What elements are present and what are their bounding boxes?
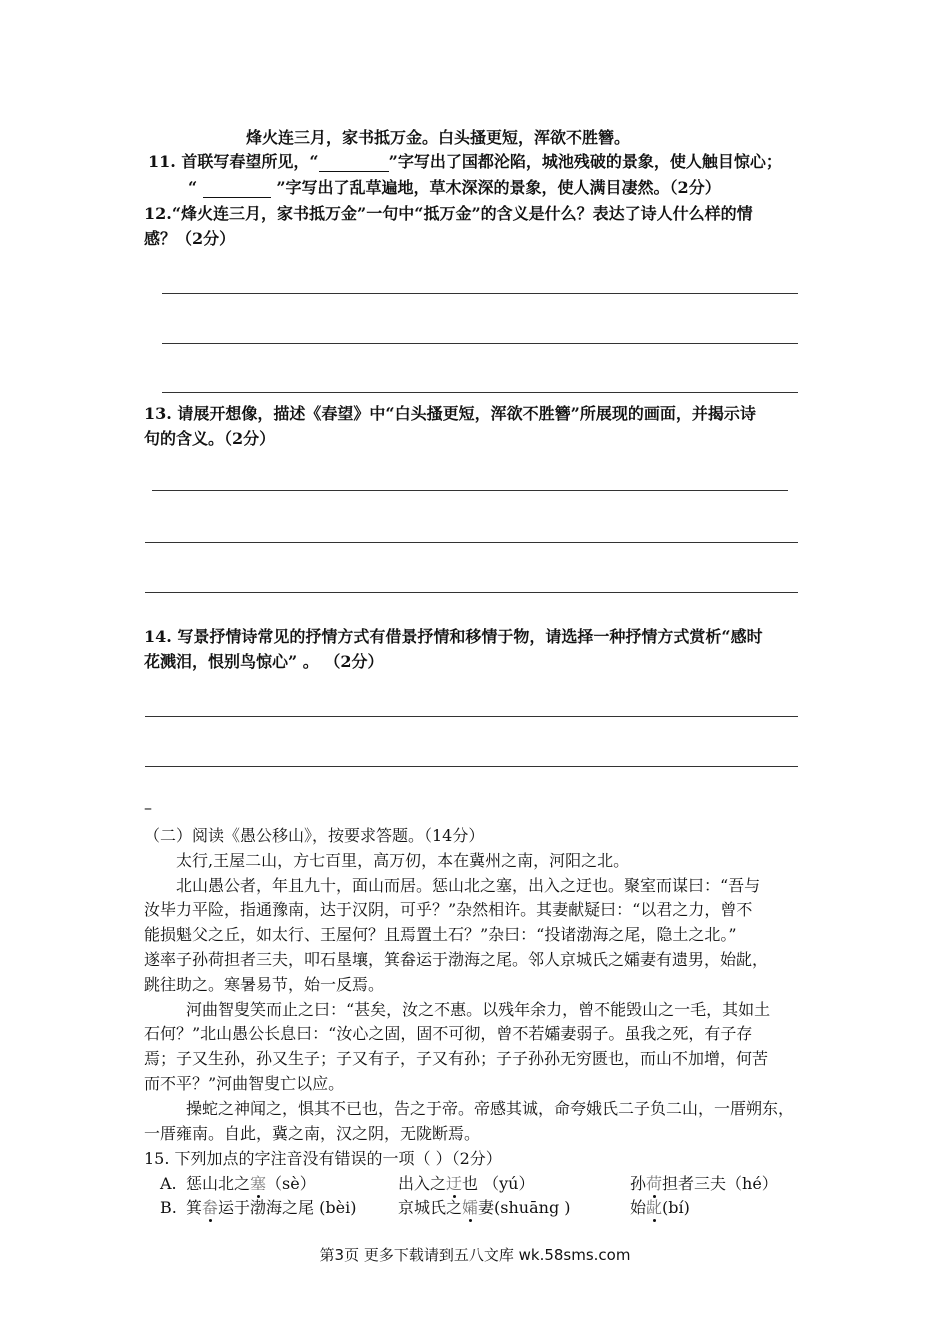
option-a-item-1	[186, 1174, 316, 1194]
passage-line: 一厝雍南。自此，冀之南，汉之阴，无陇断焉。	[144, 1124, 481, 1143]
q11-text-d: ”字写出了乱草遍地，草木深深的景象，使人满目凄然。（2分）	[270, 178, 721, 197]
question-14-line-2: 花溅泪，恨别鸟惊心” 。 （2分）	[144, 652, 384, 671]
option-text: 运于渤海之尾 (bèi)	[218, 1198, 357, 1217]
passage-line: 焉；子又生孙，孙又生子；子又有子，子又有孙；子子孙孙无穷匮也，而山不加增，何苦	[144, 1049, 769, 1068]
answer-line[interactable]	[145, 716, 798, 717]
page-footer: 第3页 更多下载请到五八文库 wk.58sms.com	[319, 1246, 631, 1264]
dotted-char: 荷	[646, 1174, 663, 1193]
option-a-label[interactable]: A.	[160, 1174, 177, 1193]
passage-line: 北山愚公者，年且九十，面山而居。惩山北之塞，出入之迂也。聚室而谋曰：“吾与	[176, 876, 761, 895]
dotted-char: 孀	[462, 1198, 479, 1217]
dotted-char: 畚	[202, 1198, 219, 1217]
option-b-item-2	[398, 1198, 571, 1218]
passage-line: 河曲智叟笑而止之曰：“甚矣，汝之不惠。以残年余力，曾不能毁山之一毛，其如土	[186, 1000, 771, 1019]
question-15-stem: 15. 下列加点的字注音没有错误的一项（ ）（2分）	[144, 1149, 502, 1168]
option-text: （sè）	[266, 1174, 316, 1193]
passage-line: 而不平？”河曲智叟亡以应。	[144, 1074, 345, 1093]
passage-line: 遂率子孙荷担者三夫，叩石垦壤，箕畚运于渤海之尾。邻人京城氏之孀妻有遗男，始龀，	[144, 950, 769, 969]
question-13-line-1: 13. 请展开想像，描述《春望》中“白头搔更短，浑欲不胜簪”所展现的画面，并揭示诗	[144, 404, 756, 423]
dotted-char: 迂	[446, 1174, 463, 1193]
passage-line: 能损魁父之丘，如太行、王屋何？且焉置土石？”杂曰：“投诸渤海之尾，隐土之北。”	[144, 925, 737, 944]
passage-line: 操蛇之神闻之，惧其不已也，告之于帝。帝感其诚，命夸娥氏二子负二山，一厝朔东，	[186, 1099, 795, 1118]
passage-line: 跳往助之。寒暑易节，始一反焉。	[144, 975, 385, 994]
option-text: 始	[630, 1198, 647, 1217]
question-11-line-2	[188, 178, 721, 198]
option-text: 孙	[630, 1174, 647, 1193]
dotted-char: 塞	[250, 1174, 267, 1193]
dotted-char: 龀	[646, 1198, 663, 1217]
question-12-line-2: 感？（2分）	[144, 229, 236, 248]
question-12-line-1: 12.“烽火连三月，家书抵万金”一句中“抵万金”的含义是什么？表达了诗人什么样的情	[144, 204, 753, 223]
option-text: 出入之	[398, 1174, 447, 1193]
question-14-line-1: 14. 写景抒情诗常见的抒情方式有借景抒情和移情于物，请选择一种抒情方式赏析“感时	[144, 627, 763, 646]
passage-line: 石何？”北山愚公长息曰：“汝心之固，固不可彻，曾不若孀妻弱子。虽我之死，有子存	[144, 1024, 753, 1043]
question-13-line-2: 句的含义。（2分）	[144, 429, 276, 448]
answer-line[interactable]	[145, 542, 798, 543]
q11-answer-blank-2[interactable]	[203, 181, 271, 198]
answer-line[interactable]	[162, 343, 798, 344]
q11-text-a: 11. 首联写春望所见，“	[148, 152, 319, 171]
option-text: (bí)	[662, 1198, 690, 1217]
answer-line[interactable]	[162, 293, 798, 294]
passage-line: 太行,王屋二山，方七百里，高万仞，本在冀州之南，河阳之北。	[176, 851, 630, 870]
option-a-item-3	[630, 1174, 778, 1194]
q11-answer-blank-1[interactable]	[319, 155, 389, 172]
answer-line[interactable]	[162, 392, 798, 393]
question-11-line-1	[148, 152, 782, 172]
answer-line[interactable]	[145, 592, 798, 593]
option-text: 箕	[186, 1198, 203, 1217]
stray-dash: –	[144, 798, 152, 817]
option-text: 妻(shuāng )	[478, 1198, 571, 1217]
option-b-label[interactable]: B.	[160, 1198, 177, 1217]
q11-text-b: ”字写出了国都沦陷，城池残破的景象，使人触目惊心；	[388, 152, 782, 171]
section-2-title: （二）阅读《愚公移山》，按要求答题。（14分）	[144, 826, 485, 845]
option-text: 京城氏之	[398, 1198, 463, 1217]
answer-line[interactable]	[145, 766, 798, 767]
passage-line: 汝毕力平险，指通豫南，达于汉阴，可乎？”杂然相许。其妻献疑曰：“以君之力，曾不	[144, 900, 753, 919]
option-a-item-2	[398, 1174, 534, 1194]
option-text: 担者三夫（hé）	[662, 1174, 778, 1193]
q11-text-c: “	[188, 178, 203, 197]
poem-line: 烽火连三月，家书抵万金。白头搔更短，浑欲不胜簪。	[246, 128, 631, 147]
answer-line[interactable]	[152, 490, 788, 491]
option-b-item-3	[630, 1198, 690, 1218]
option-text: 也 （yú）	[462, 1174, 535, 1193]
option-text: 惩山北之	[186, 1174, 251, 1193]
option-b-item-1	[186, 1198, 356, 1218]
